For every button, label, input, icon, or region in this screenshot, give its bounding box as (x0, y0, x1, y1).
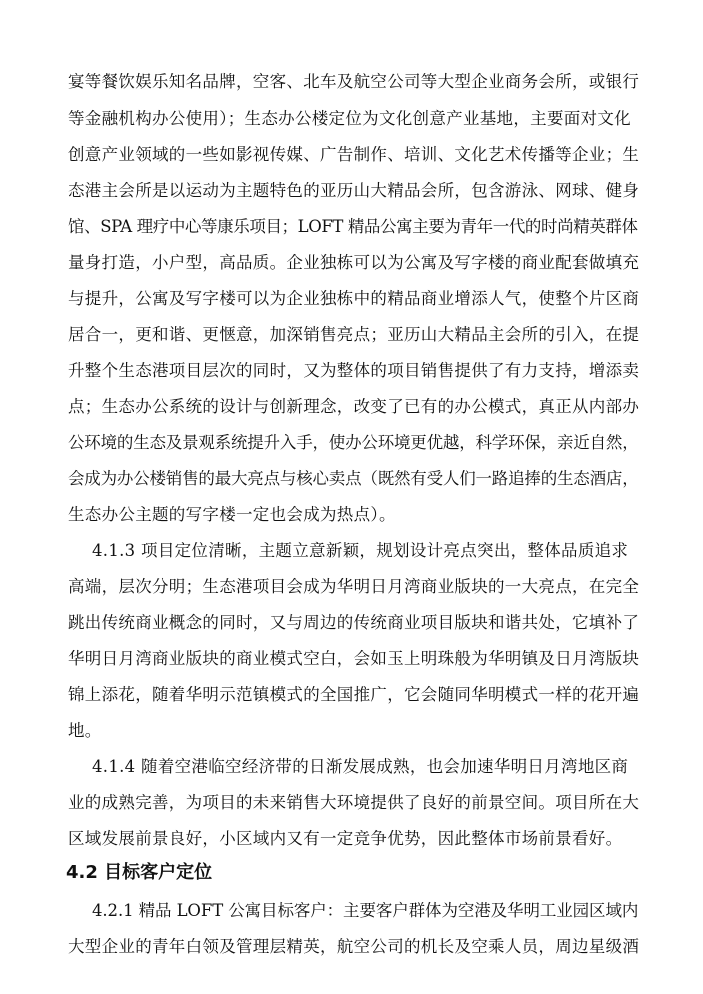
body-line: 与提升，公寓及写字楼可以为企业独栋中的精品商业增添人气，使整个片区商 (68, 289, 640, 308)
paragraph-4-1-4-first-line: 4.1.4 随着空港临空经济带的日渐发展成熟，也会加速华明日月湾地区商 (92, 757, 629, 776)
body-line: 跳出传统商业概念的同时，又与周边的传统商业项目版块和谐共处，它填补了 (68, 613, 640, 632)
body-line: 升整个生态港项目层次的同时，又为整体的项目销售提供了有力支持，增添卖 (68, 361, 640, 380)
body-line: 点；生态办公系统的设计与创新理念，改变了已有的办公模式，真正从内部办 (68, 397, 640, 416)
body-line: 量身打造，小户型，高品质。企业独栋可以为公寓及写字楼的商业配套做填充 (68, 253, 640, 272)
body-line: 大型企业的青年白领及管理层精英，航空公司的机长及空乘人员，周边星级酒 (68, 937, 640, 956)
body-line: 高端，层次分明；生态港项目会成为华明日月湾商业版块的一大亮点，在完全 (68, 577, 640, 596)
body-line: 业的成熟完善，为项目的未来销售大环境提供了良好的前景空间。项目所在大 (68, 793, 640, 812)
body-line: 居合一，更和谐、更惬意，加深销售亮点；亚历山大精品主会所的引入，在提 (68, 325, 640, 344)
paragraph-4-2-1-first-line: 4.2.1 精品 LOFT 公寓目标客户：主要客户群体为空港及华明工业园区域内 (92, 901, 639, 920)
body-line: 华明日月湾商业版块的商业模式空白，会如玉上明珠般为华明镇及日月湾版块 (68, 649, 640, 668)
body-line: 锦上添花，随着华明示范镇模式的全国推广，它会随同华明模式一样的花开遍 (68, 685, 640, 704)
body-line: 地。 (68, 721, 102, 740)
body-line: 等金融机构办公使用）；生态办公楼定位为文化创意产业基地，主要面对文化 (68, 109, 631, 128)
body-line: 态港主会所是以运动为主题特色的亚历山大精品会所，包含游泳、网球、健身 (68, 181, 640, 200)
body-line: 创意产业领域的一些如影视传媒、广告制作、培训、文化艺术传播等企业；生 (68, 145, 640, 164)
body-line: 生态办公主题的写字楼一定也会成为热点）。 (68, 505, 396, 524)
body-line: 公环境的生态及景观系统提升入手，使办公环境更优越，科学环保，亲近自然， (68, 433, 639, 452)
body-line: 区域发展前景良好，小区域内又有一定竞争优势，因此整体市场前景看好。 (68, 829, 623, 848)
body-line: 会成为办公楼销售的最大亮点与核心卖点（既然有受人们一路追捧的生态酒店， (68, 469, 639, 488)
body-line: 宴等餐饮娱乐知名品牌，空客、北车及航空公司等大型企业商务会所，或银行 (68, 72, 640, 91)
paragraph-4-1-3-first-line: 4.1.3 项目定位清晰，主题立意新颖，规划设计亮点突出，整体品质追求 (92, 541, 629, 560)
body-line: 馆、SPA 理疗中心等康乐项目；LOFT 精品公寓主要为青年一代的时尚精英群体 (68, 217, 638, 236)
section-heading: 4.2 目标客户定位 (66, 862, 213, 883)
